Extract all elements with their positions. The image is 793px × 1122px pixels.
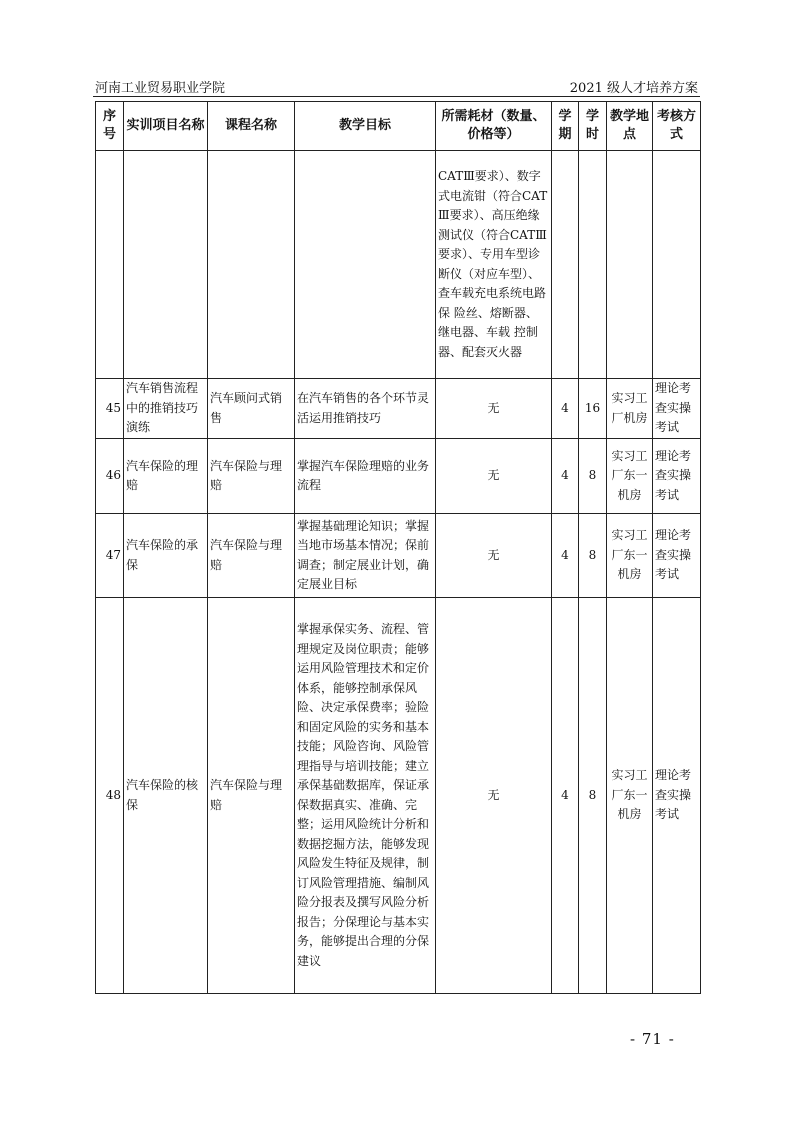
cell-hours: 16 <box>579 379 607 439</box>
cell-course: 汽车保险与理赔 <box>208 439 295 514</box>
col-header-hours: 学时 <box>579 102 607 151</box>
cell-materials: 无 <box>436 379 552 439</box>
cell-no: 46 <box>96 439 124 514</box>
cell-course: 汽车保险与理赔 <box>208 598 295 994</box>
cell-materials: 无 <box>436 514 552 598</box>
cell-materials: 无 <box>436 439 552 514</box>
cell-term: 4 <box>552 514 579 598</box>
cell-location: 实习工厂机房 <box>607 379 653 439</box>
training-table <box>95 101 701 994</box>
cell-course: 汽车保险与理赔 <box>208 514 295 598</box>
col-header-term: 学期 <box>552 102 579 151</box>
cell-goal: 掌握承保实务、流程、管理规定及岗位职责；能够运用风险管理技术和定价体系，能够控制承保风险、决定承保费率；验险和固定风险的实务和基本技能；风险咨询、风险管理指导与培训技能；建立承保基础数据库，保证承保数据真实、准确、完整；运用风险统计分析和数据挖掘方法，能够发现风险发生特征及规律，制订风险管理措施、编制风险分报表及撰写风险分析报告；分保理论与基本实务，能够提出合理的分保建议 <box>295 598 436 994</box>
table-row-continuation <box>96 151 701 379</box>
cell-project: 汽车保险的理赔 <box>124 439 208 514</box>
cell-no: 48 <box>96 598 124 994</box>
cell-goal: 掌握基础理论知识；掌握当地市场基本情况；保前调查；制定展业计划，确定展业目标 <box>295 514 436 598</box>
table-row <box>96 598 701 994</box>
cell-assessment: 理论考查实操考试 <box>653 439 701 514</box>
col-header-project: 实训项目名称 <box>124 102 208 151</box>
cell-assessment: 理论考查实操考试 <box>653 598 701 994</box>
header-school-name: 河南工业贸易职业学院 <box>95 81 226 96</box>
cell-materials: 无 <box>436 598 552 994</box>
cell-hours: 8 <box>579 439 607 514</box>
cell-no: 45 <box>96 379 124 439</box>
cell-goal: 掌握汽车保险理赔的业务流程 <box>295 439 436 514</box>
cell-course: 汽车顾问式销售 <box>208 379 295 439</box>
table-row <box>96 439 701 514</box>
cell-assessment: 理论考查实操考试 <box>653 514 701 598</box>
cell-goal: 在汽车销售的各个环节灵活运用推销技巧 <box>295 379 436 439</box>
cell-assessment: 理论考查实操考试 <box>653 379 701 439</box>
col-header-location: 教学地点 <box>607 102 653 151</box>
cell-location: 实习工厂东一机房 <box>607 514 653 598</box>
col-header-no: 序号 <box>96 102 124 151</box>
cell-materials: CATⅢ要求）、数字式电流钳（符合CATⅢ要求）、高压绝缘测试仪（符合CATⅢ要求）、专用车型诊断仪（对应车型）、查车载充电系统电路保 险丝、熔断器、继电器、车载 控制器、配套灭火器 <box>436 151 552 379</box>
cell-project: 汽车销售流程中的推销技巧演练 <box>124 379 208 439</box>
cell-term: 4 <box>552 379 579 439</box>
cell-hours: 8 <box>579 598 607 994</box>
cell-hours: 8 <box>579 514 607 598</box>
col-header-assessment: 考核方式 <box>653 102 701 151</box>
cell-no: 47 <box>96 514 124 598</box>
cell-location: 实习工厂东一机房 <box>607 598 653 994</box>
table-row <box>96 514 701 598</box>
cell-project: 汽车保险的承保 <box>124 514 208 598</box>
page-number: - 71 - <box>630 1030 675 1048</box>
table-header-row <box>96 102 701 151</box>
cell-term: 4 <box>552 598 579 994</box>
table-row <box>96 379 701 439</box>
cell-location: 实习工厂东一机房 <box>607 439 653 514</box>
col-header-course: 课程名称 <box>208 102 295 151</box>
cell-term: 4 <box>552 439 579 514</box>
col-header-materials: 所需耗材（数量、价格等） <box>436 102 552 151</box>
col-header-goal: 教学目标 <box>295 102 436 151</box>
header-doc-title: 2021 级人才培养方案 <box>569 81 698 96</box>
header-rule <box>93 96 700 97</box>
cell-project: 汽车保险的核保 <box>124 598 208 994</box>
